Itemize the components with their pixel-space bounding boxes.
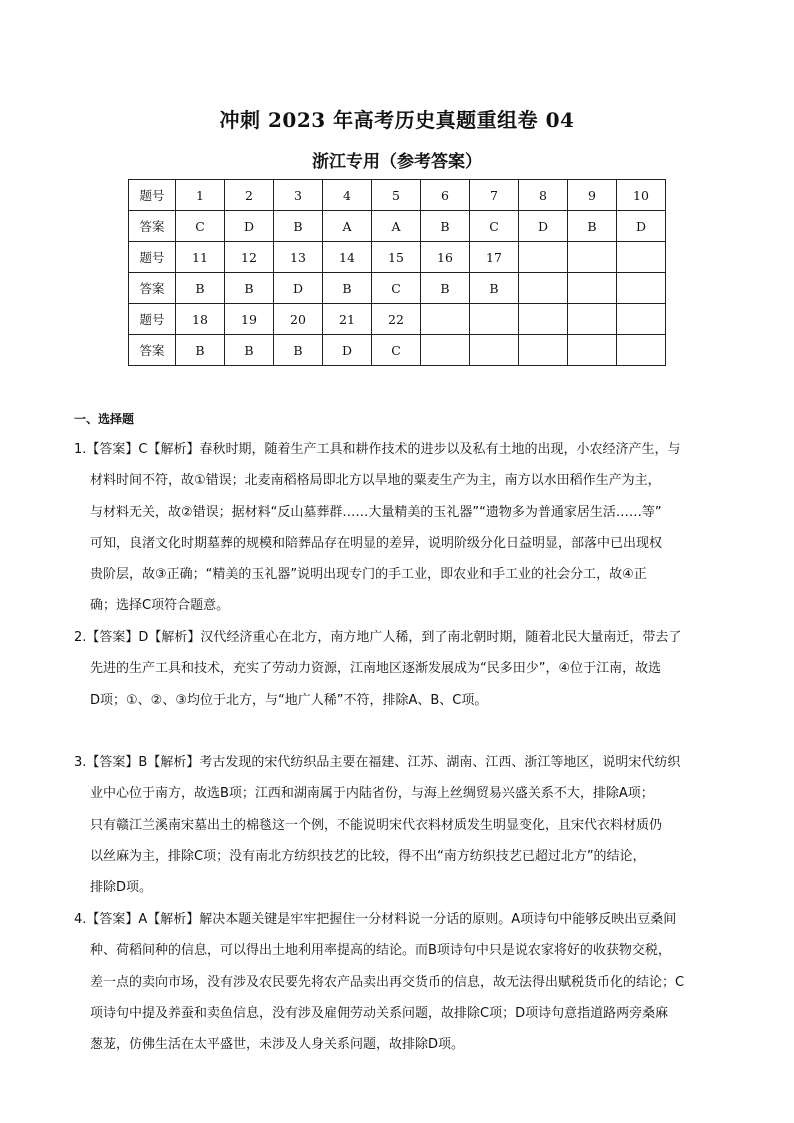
section-title: 一、选择题: [74, 412, 135, 426]
question-number-cell: [568, 242, 617, 273]
explanation-line: 项诗句中提及养蚕和卖鱼信息，没有涉及雇佣劳动关系问题，故排除C项；D项诗句意指道路两旁桑麻: [90, 1005, 669, 1021]
question-number-cell: 12: [225, 242, 274, 273]
question-number-cell: [470, 304, 519, 335]
answer-cell: [470, 335, 519, 366]
explanation-line: 1.【答案】C【解析】春秋时期，随着生产工具和耕作技术的进步以及私有土地的出现，小农经济产生，与: [74, 442, 681, 457]
row-label: 答案: [129, 273, 176, 304]
answer-cell: B: [274, 211, 323, 242]
question-number-cell: 11: [176, 242, 225, 273]
question-number-cell: 3: [274, 180, 323, 211]
question-number-cell: 18: [176, 304, 225, 335]
explanation-line: 3.【答案】B【解析】考古发现的宋代纺织品主要在福建、江苏、湖南、江西、浙江等地区，说明宋代纺织: [74, 755, 681, 770]
answer-cell: C: [470, 211, 519, 242]
question-number-cell: 14: [323, 242, 372, 273]
answer-cell: B: [274, 335, 323, 366]
question-number-cell: 7: [470, 180, 519, 211]
question-number-cell: 21: [323, 304, 372, 335]
explanation-3: [74, 747, 726, 903]
document-subtitle: 浙江专用（参考答案）: [312, 152, 482, 172]
question-number-cell: 20: [274, 304, 323, 335]
answer-cell: [421, 335, 470, 366]
question-number-cell: 10: [617, 180, 666, 211]
question-number-cell: 15: [372, 242, 421, 273]
row-label: 答案: [129, 335, 176, 366]
answer-cell: B: [323, 273, 372, 304]
answer-table-row: [129, 335, 666, 366]
document-title: 冲刺 2023 年高考历史真题重组卷 04: [219, 108, 575, 132]
answer-cell: D: [519, 211, 568, 242]
answer-cell: B: [421, 273, 470, 304]
question-number-cell: 1: [176, 180, 225, 211]
answer-cell: B: [421, 211, 470, 242]
question-number-cell: 13: [274, 242, 323, 273]
question-number-cell: 8: [519, 180, 568, 211]
question-number-cell: 16: [421, 242, 470, 273]
question-number-cell: [617, 304, 666, 335]
answer-table-row: [129, 211, 666, 242]
answer-table-row: [129, 304, 666, 335]
row-label: 题号: [129, 180, 176, 211]
explanation-line: 确；选择C项符合题意。: [90, 598, 230, 614]
question-number-cell: [568, 304, 617, 335]
answer-cell: B: [568, 211, 617, 242]
answer-table: [128, 179, 666, 366]
answer-cell: [519, 273, 568, 304]
row-label: 题号: [129, 304, 176, 335]
question-number-cell: [519, 242, 568, 273]
explanation-1: [74, 434, 726, 622]
question-number-cell: 19: [225, 304, 274, 335]
answer-cell: D: [225, 211, 274, 242]
explanation-line: 可知，良渚文化时期墓葬的规模和陪葬品存在明显的差异，说明阶级分化日益明显，部落中已出现权: [90, 535, 663, 551]
question-number-cell: 9: [568, 180, 617, 211]
question-number-cell: [617, 242, 666, 273]
answer-cell: D: [617, 211, 666, 242]
answer-cell: A: [323, 211, 372, 242]
answer-cell: C: [372, 273, 421, 304]
explanation-2: [74, 622, 726, 716]
answer-table-row: [129, 242, 666, 273]
explanation-line: 差一点的卖向市场，没有涉及农民要先将农产品卖出再交货币的信息，故无法得出赋税货币化的结论；C: [90, 974, 685, 990]
explanation-line: 贵阶层，故③正确；“精美的玉礼器”说明出现专门的手工业，即农业和手工业的社会分工，故④正: [90, 567, 647, 583]
answer-cell: B: [176, 335, 225, 366]
answer-cell: [568, 273, 617, 304]
answer-cell: D: [323, 335, 372, 366]
explanation-line: 4.【答案】A【解析】解决本题关键是牢牢把握住一分材料说一分话的原则。A项诗句中能够反映出豆桑间: [74, 912, 677, 927]
question-number-cell: [519, 304, 568, 335]
answer-cell: D: [274, 273, 323, 304]
question-number-cell: 4: [323, 180, 372, 211]
answer-cell: B: [470, 273, 519, 304]
answer-cell: B: [225, 273, 274, 304]
row-label: 题号: [129, 242, 176, 273]
explanation-line: 只有赣江兰溪南宋墓出土的棉毯这一个例，不能说明宋代衣料材质发生明显变化，且宋代衣料材质仍: [90, 817, 663, 833]
explanation-line: 种、荷稻间种的信息，可以得出土地利用率提高的结论。而B项诗句中只是说农家将好的收获物交税，: [90, 943, 671, 959]
explanation-line: 2.【答案】D【解析】汉代经济重心在北方，南方地广人稀，到了南北朝时期，随着北民大量南迁，带去了: [74, 630, 682, 645]
explanation-line: 业中心位于南方，故选B项；江西和湖南属于内陆省份，与海上丝绸贸易兴盛关系不大，排除A项；: [90, 786, 654, 802]
answer-cell: [519, 335, 568, 366]
answer-cell: [617, 273, 666, 304]
answer-cell: C: [176, 211, 225, 242]
explanation-line: D项；①、②、③均位于北方，与“地广人稀”不符，排除A、B、C项。: [90, 692, 488, 708]
answer-table-row: [129, 273, 666, 304]
question-number-cell: 5: [372, 180, 421, 211]
question-number-cell: 2: [225, 180, 274, 211]
answer-cell: B: [176, 273, 225, 304]
answer-cell: B: [225, 335, 274, 366]
explanation-line: 葱茏，仿佛生活在太平盛世，未涉及人身关系问题，故排除D项。: [90, 1037, 465, 1053]
explanation-line: 排除D项。: [90, 880, 153, 896]
question-number-cell: [421, 304, 470, 335]
answer-cell: C: [372, 335, 421, 366]
answer-cell: [568, 335, 617, 366]
explanation-line: 先进的生产工具和技术，充实了劳动力资源，江南地区逐渐发展成为“民多田少”，④位于江南，故选: [90, 661, 662, 677]
explanation-line: 材料时间不符，故①错误；北麦南稻格局即北方以旱地的粟麦生产为主，南方以水田稻作生产为主，: [90, 473, 661, 489]
explanation-line: 与材料无关，故②错误；据材料“反山墓葬群……大量精美的玉礼器”“遗物多为普通家居生活……等”: [90, 504, 662, 520]
answer-table-row: [129, 180, 666, 211]
question-number-cell: 6: [421, 180, 470, 211]
row-label: 答案: [129, 211, 176, 242]
explanation-line: 以丝麻为主，排除C项；没有南北方纺织技艺的比较，得不出“南方纺织技艺已超过北方”的结论，: [90, 848, 646, 864]
explanation-4: [74, 904, 726, 1060]
question-number-cell: 17: [470, 242, 519, 273]
question-number-cell: 22: [372, 304, 421, 335]
answer-cell: A: [372, 211, 421, 242]
answer-cell: [617, 335, 666, 366]
